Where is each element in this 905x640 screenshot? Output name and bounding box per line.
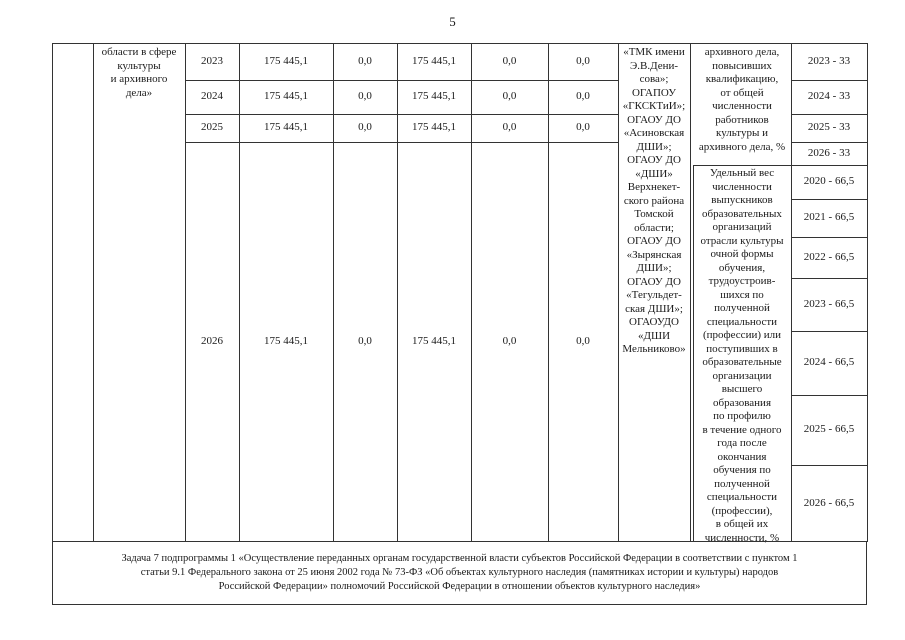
- row-total: 175 445,1: [264, 90, 308, 103]
- indicator-value: 2021 - 66,5: [803, 211, 855, 224]
- indicator-value: 2024 - 33: [807, 90, 851, 103]
- indicator-value: 2020 - 66,5: [803, 175, 855, 188]
- row-other: 0,0: [576, 55, 590, 68]
- row-other: 0,0: [576, 335, 590, 348]
- indicator-value: 2024 - 66,5: [803, 356, 855, 369]
- indicator-value: 2026 - 33: [807, 146, 851, 159]
- row-regional: 175 445,1: [412, 90, 456, 103]
- row-total: 175 445,1: [264, 121, 308, 134]
- indicator-value: 2026 - 66,5: [803, 496, 855, 509]
- row-federal: 0,0: [358, 90, 372, 103]
- indicator-value: 2022 - 66,5: [803, 250, 855, 263]
- task-7-heading: Задача 7 подпрограммы 1 «Осуществление переданных органам государственной власти субъектов Российской Федерации в соответствии с пунктом 1 статьи 9.1 Федерального закона от 25 июня 2002 года № 73-ФЗ «Об объектах культурного наследия (памятниках истории и культуры) народов Российской Федерации» полномочий Российской Федерации в отношении объектов культурного наследия»: [52, 541, 867, 605]
- indicator-value: 2023 - 33: [807, 55, 851, 68]
- program-table: [52, 43, 868, 542]
- row-year: 2024: [201, 90, 223, 103]
- page-number: 5: [449, 14, 456, 29]
- row-local: 0,0: [502, 55, 517, 68]
- row-total: 175 445,1: [264, 55, 308, 68]
- row-regional: 175 445,1: [412, 55, 456, 68]
- col-divider: [690, 44, 691, 542]
- row-regional: 175 445,1: [412, 121, 456, 134]
- executors-text: «ТМК имени Э.В.Дени- сова»; ОГАПОУ «ГКСКТиИ»; ОГАОУ ДО «Асиновская ДШИ»; ОГАОУ ДО «ДШИ» Верхнекет- ского района Томской области; ОГАОУ ДО «Зырянская ДШИ»; ОГАОУ ДО «Тегульдет- ская ДШИ»; ОГАОУДО «ДШИ Мельниково»: [622, 46, 686, 355]
- indicator-1-text: архивного дела, повысивших квалификацию, от общей численности работников культуры и архивного дела, %: [698, 46, 786, 153]
- row-local: 0,0: [502, 90, 517, 103]
- indicator-2-text: Удельный вес численности выпускников образовательных организаций отрасли культуры очной формы обучения, трудоустроив- шихся по полученной специальности (профессии) или поступивших в образовательные организации высшего образования по профилю в течение одного года после окончания обучения по полученной специальности (профессии), в общей их численности, %: [700, 167, 784, 544]
- row-federal: 0,0: [358, 121, 372, 134]
- row-other: 0,0: [576, 90, 590, 103]
- row-total: 175 445,1: [264, 335, 308, 348]
- row-other: 0,0: [576, 121, 590, 134]
- responsible-area-text: области в сфере культуры и архивного дела»: [101, 46, 177, 99]
- row-federal: 0,0: [358, 335, 372, 348]
- row-local: 0,0: [502, 335, 517, 348]
- indicator-value: 2025 - 33: [807, 121, 851, 134]
- col-divider: [93, 44, 94, 542]
- row-divider: [693, 165, 791, 166]
- row-regional: 175 445,1: [412, 335, 456, 348]
- indicator-value: 2025 - 66,5: [803, 423, 855, 436]
- indicator-value: 2023 - 66,5: [803, 297, 855, 310]
- row-year: 2026: [201, 335, 223, 348]
- row-federal: 0,0: [358, 55, 372, 68]
- row-local: 0,0: [502, 121, 517, 134]
- row-year: 2023: [201, 55, 223, 68]
- col-divider: [867, 44, 868, 542]
- row-year: 2025: [201, 121, 223, 134]
